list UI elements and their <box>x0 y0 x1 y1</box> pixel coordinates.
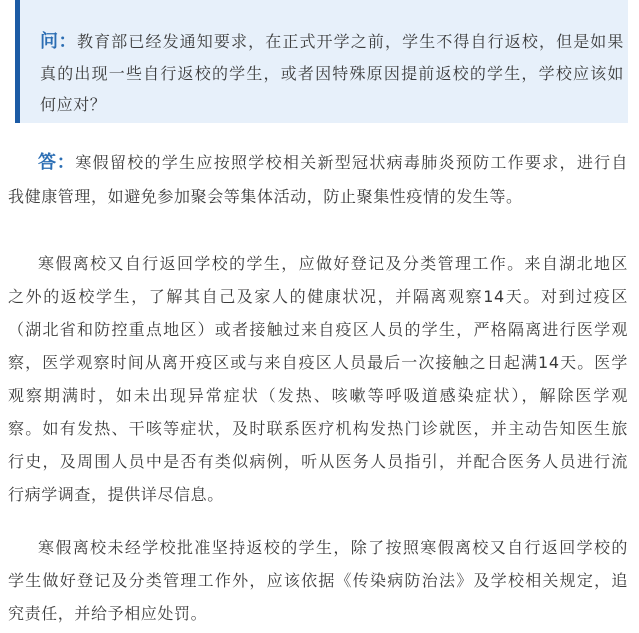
answer-line: 行史，及周围人员中是否有类似病例，听从医务人员指引，并配合医务人员进行流 <box>8 451 628 471</box>
question-label: 问： <box>40 31 78 52</box>
answer-line: 我健康管理，如避免参加聚会等集体活动，防止聚集性疫情的发生等。 <box>8 187 523 206</box>
question-box <box>15 0 628 123</box>
answer-paragraph-1 <box>8 146 628 214</box>
question-line: 何应对？ <box>40 95 107 114</box>
question-line <box>40 26 624 58</box>
answer-line: 学生做好登记及分类管理工作外，应该依据《传染病防治法》及学校相关规定，追 <box>8 571 628 590</box>
answer-line: 察。如有发热、干咳等症状，及时联系医疗机构发热门诊就医，并主动告知医生旅 <box>8 418 628 438</box>
answer-paragraph-2 <box>8 247 628 511</box>
answer-paragraph-3 <box>8 531 628 630</box>
answer-text: 寒假留校的学生应按照学校相关新型冠状病毒肺炎预防工作要求，进行自 <box>75 153 628 172</box>
answer-label: 答： <box>38 152 76 173</box>
answer-line <box>8 146 628 180</box>
answer-line: 寒假离校又自行返回学校的学生，应做好登记及分类管理工作。来自湖北地区 <box>38 253 628 273</box>
answer-line: 观察期满时，如未出现异常症状（发热、咳嗽等呼吸道感染症状），解除医学观 <box>8 385 628 405</box>
answer-line: 寒假离校未经学校批准坚持返校的学生，除了按照寒假离校又自行返回学校的 <box>38 538 628 557</box>
answer-line: （湖北省和防控重点地区）或者接触过来自疫区人员的学生，严格隔离进行医学观 <box>8 319 628 339</box>
question-line: 真的出现一些自行返校的学生，或者因特殊原因提前返校的学生，学校应该如 <box>40 63 624 83</box>
answer-line: 察，医学观察时间从离开疫区或与来自疫区人员最后一次接触之日起满14天。医学 <box>8 352 628 372</box>
answer-line: 究责任，并给予相应处罚。 <box>8 604 208 623</box>
answer-line: 行病学调查，提供详尽信息。 <box>8 484 224 504</box>
answer-line: 之外的返校学生，了解其自己及家人的健康状况，并隔离观察14天。对到过疫区 <box>8 286 628 306</box>
question-text: 教育部已经发通知要求，在正式开学之前，学生不得自行返校，但是如果 <box>77 32 624 51</box>
